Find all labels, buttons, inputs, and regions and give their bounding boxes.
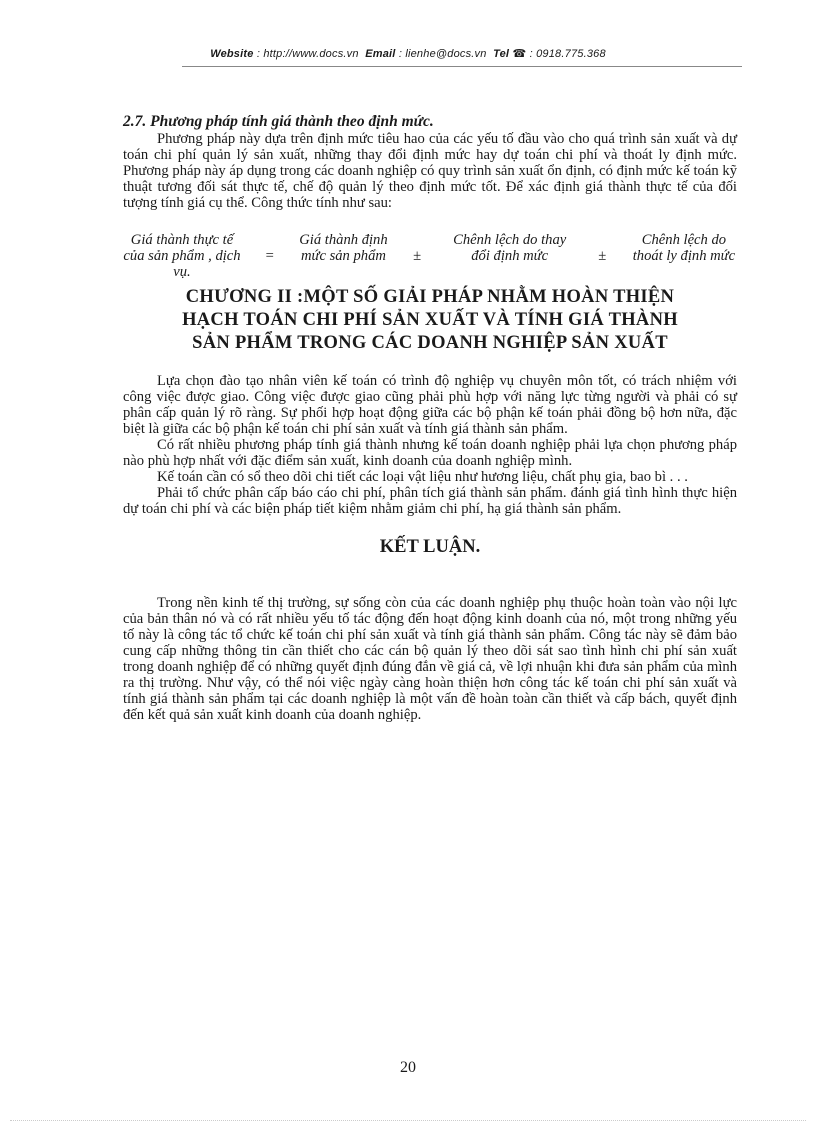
section-title: 2.7. Phương pháp tính giá thành theo định mức. <box>123 113 434 130</box>
email-value: : lienhe@docs.vn <box>398 48 487 60</box>
email-label: Email <box>365 48 396 60</box>
formula-term-actual-cost: Giá thành thực tế của sản phẩm , dịch vụ. <box>123 232 241 280</box>
formula-term-change-difference: Chênh lệch do thay đổi định mức <box>453 232 567 264</box>
page-bottom-border <box>10 1120 806 1121</box>
tel-value: ☎ : 0918.775.368 <box>512 48 606 60</box>
chapter-paragraph: Kế toán cần có sổ theo dõi chi tiết các loại vật liệu như hương liệu, chất phụ gia, bao bì . . . <box>157 469 688 485</box>
website-label: Website <box>210 48 254 60</box>
tel-label: Tel <box>493 48 510 60</box>
chapter-paragraph: Phải tổ chức phân cấp báo cáo chi phí, phân tích giá thành sản phẩm. đánh giá tình hình thực hiện dự toán chi phí và các biện pháp tiết kiệm nhằm giảm chi phí, hạ giá thành sản phẩm. <box>123 485 737 517</box>
page-number: 20 <box>400 1059 416 1076</box>
cost-formula <box>123 232 737 280</box>
formula-plus-minus-2: ± <box>598 248 607 264</box>
formula-term-standard-cost: Giá thành định mức sản phẩm <box>299 232 388 264</box>
chapter-paragraph: Có rất nhiều phương pháp tính giá thành nhưng kế toán doanh nghiệp phải lựa chọn phương pháp nào phù hợp nhất với đặc điểm sản xuất, kinh doanh của doanh nghiệp mình. <box>123 437 737 469</box>
page-header <box>0 47 816 60</box>
chapter-title <box>123 286 737 355</box>
chapter-title-line-1: CHƯƠNG II :MỘT SỐ GIẢI PHÁP NHẰM HOÀN THIỆN <box>185 287 675 307</box>
document-body <box>123 114 737 723</box>
formula-equals: = <box>265 248 274 264</box>
conclusion-title: KẾT LUẬN. <box>379 537 481 557</box>
section-paragraph: Phương pháp này dựa trên định mức tiêu hao của các yếu tố đầu vào cho quá trình sản xuất và dự toán chi phí quản lý sản xuất, những thay đổi định mức hay dự toán chi phí và thoát ly định mức. Phương pháp này áp dụng trong các doanh nghiệp có quy trình sản xuất ổn định, có định mức kế toán kỹ thuật tương đối sát thực tế, chế độ quản lý theo định mức tốt. Để xác định giá thành thực tế của đối tượng tính giá cụ thể. Công thức tính như sau: <box>123 131 737 211</box>
website-value: : http://www.docs.vn <box>256 48 359 60</box>
conclusion-paragraph: Trong nền kinh tế thị trường, sự sống còn của các doanh nghiệp phụ thuộc hoàn toàn vào nội lực của bản thân nó và có rất nhiều yếu tố tác động đến hoạt động kinh doanh của nó, một trong những yếu tố này là công tác tổ chức kế toán chi phí sản xuất và tính giá thành sản phẩm. Công tác này sẽ đảm bảo cung cấp những thông tin cần thiết cho các cán bộ quản lý theo dõi sát sao tình hình chi phí sản xuất trong doanh nghiệp để có những quyết định đúng đắn về giá cả, về lợi nhuận khi đưa sản phẩm của mình ra thị trường. Như vậy, có thể nói việc ngày càng hoàn thiện hơn công tác kế toán chi phí sản xuất và tính giá thành sản phẩm tại các doanh nghiệp là một vấn đề hoàn toàn cần thiết và cấp bách, quyết định đến kết quả sản xuất kinh doanh của doanh nghiệp. <box>123 595 737 723</box>
formula-term-deviation-difference: Chênh lệch do thoát ly định mức <box>632 232 736 264</box>
header-rule <box>182 66 742 67</box>
chapter-paragraph: Lựa chọn đào tạo nhân viên kế toán có trình độ nghiệp vụ chuyên môn tốt, có trách nhiệm với công việc được giao. Công việc được giao cũng phải phù hợp với năng lực từng người và phải có sự phân cấp quản lý rõ ràng. Sự phối hợp hoạt động giữa các bộ phận kế toán phải đồng bộ hơn nữa, đặc biệt là giữa các bộ phận kế toán chi phí sản xuất và tính giá thành sản phẩm. <box>123 373 737 437</box>
chapter-title-line-3: SẢN PHẨM TRONG CÁC DOANH NGHIỆP SẢN XUẤT <box>192 333 668 353</box>
formula-plus-minus-1: ± <box>413 248 422 264</box>
chapter-title-line-2: HẠCH TOÁN CHI PHÍ SẢN XUẤT VÀ TÍNH GIÁ THÀNH <box>182 310 678 330</box>
